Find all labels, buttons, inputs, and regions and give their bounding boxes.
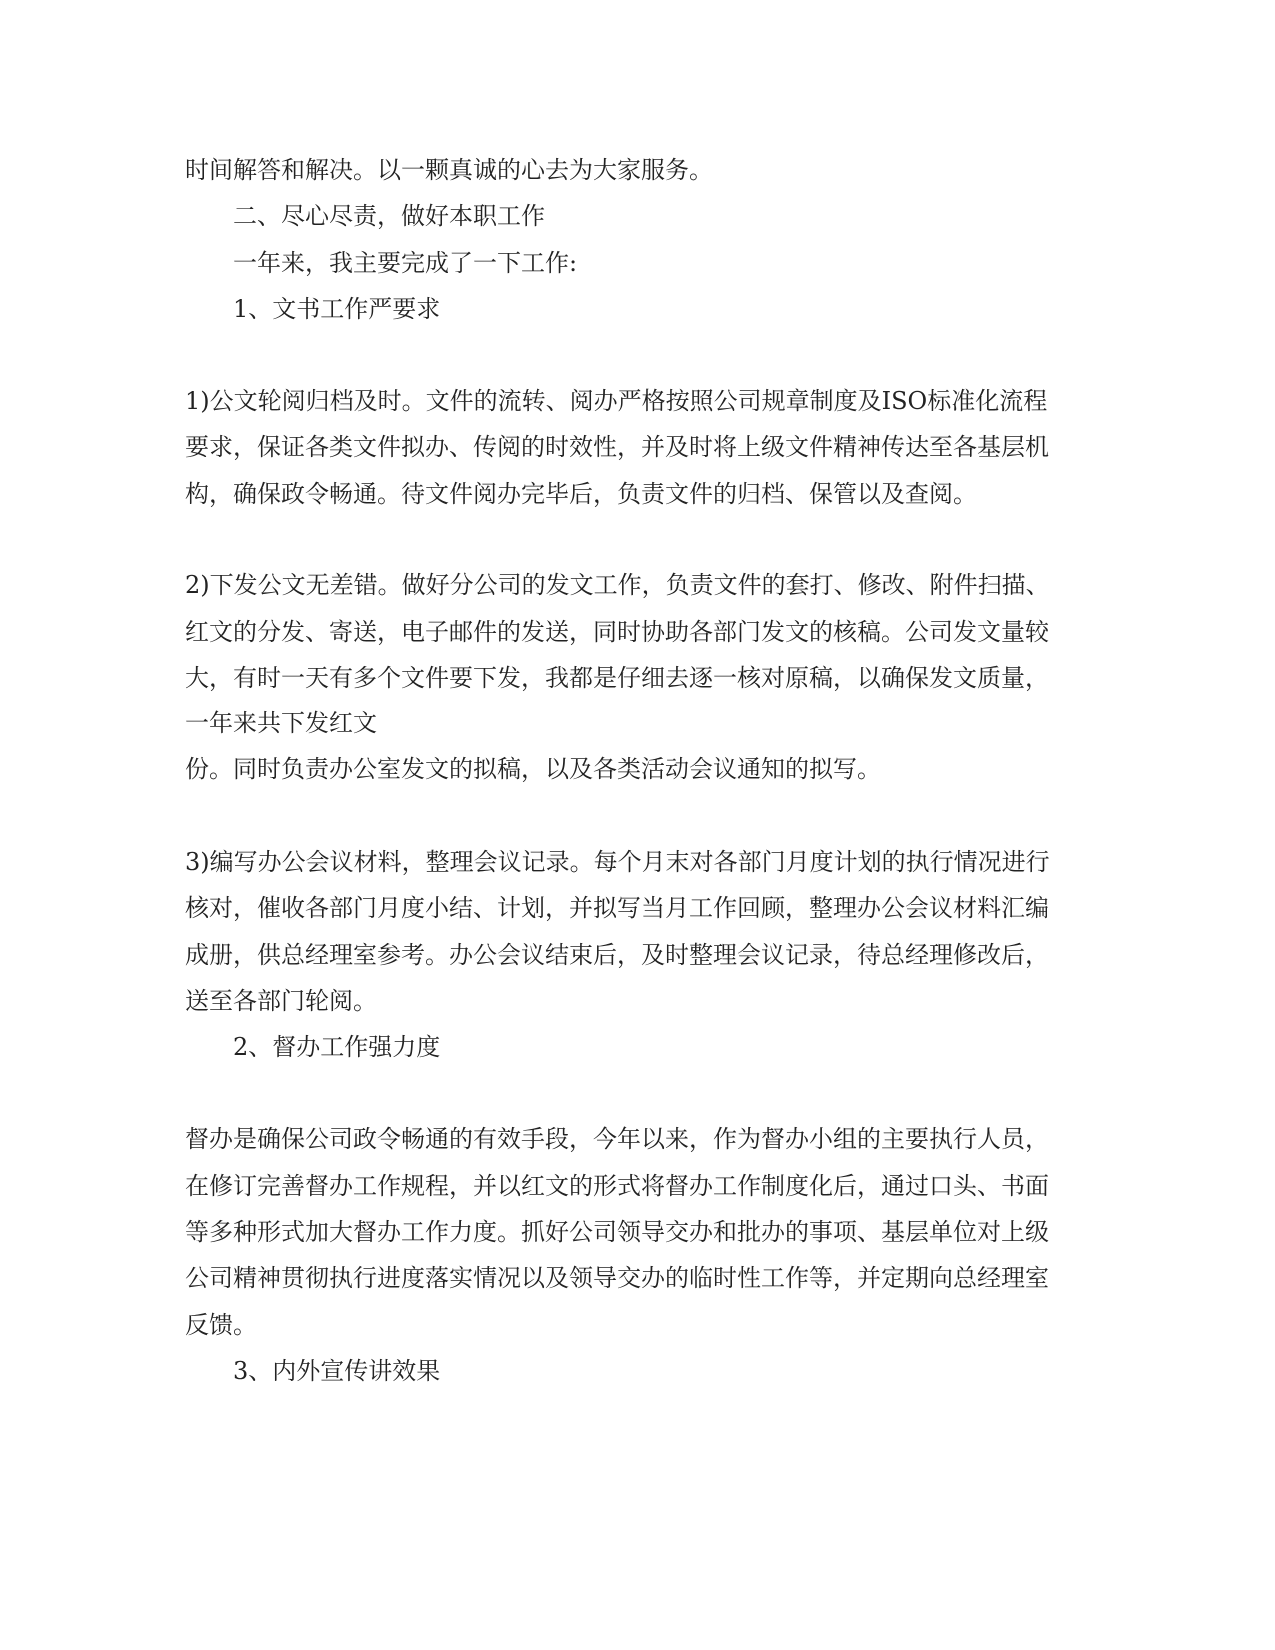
subsection-heading: 1、文书工作严要求 xyxy=(233,295,441,323)
text-line: 红文的分发、寄送，电子邮件的发送，同时协助各部门发文的核稿。公司发文量较 xyxy=(185,618,1049,646)
section-heading: 二、尽心尽责，做好本职工作 xyxy=(233,202,545,230)
text-line: 大，有时一天有多个文件要下发，我都是仔细去逐一核对原稿，以确保发文质量， xyxy=(185,664,1049,692)
text-line: 在修订完善督办工作规程，并以红文的形式将督办工作制度化后，通过口头、书面 xyxy=(185,1172,1049,1200)
text-line: 2)下发公文无差错。做好分公司的发文工作，负责文件的套打、修改、附件扫描、 xyxy=(185,571,1050,599)
text-line: 份。同时负责办公室发文的拟稿，以及各类活动会议通知的拟写。 xyxy=(185,755,881,783)
text-line: 1)公文轮阅归档及时。文件的流转、阅办严格按照公司规章制度及ISO标准化流程 xyxy=(185,387,1048,415)
text-line: 3)编写办公会议材料，整理会议记录。每个月末对各部门月度计划的执行情况进行 xyxy=(185,848,1050,876)
text-line: 等多种形式加大督办工作力度。抓好公司领导交办和批办的事项、基层单位对上级 xyxy=(185,1218,1049,1246)
subsection-heading: 2、督办工作强力度 xyxy=(233,1033,441,1061)
subsection-heading: 3、内外宣传讲效果 xyxy=(233,1357,441,1385)
text-line: 公司精神贯彻执行进度落实情况以及领导交办的临时性工作等，并定期向总经理室 xyxy=(185,1264,1049,1292)
text-line: 送至各部门轮阅。 xyxy=(185,987,377,1015)
text-line: 要求，保证各类文件拟办、传阅的时效性，并及时将上级文件精神传达至各基层机 xyxy=(185,433,1049,461)
text-line: 一年来，我主要完成了一下工作: xyxy=(233,249,578,277)
text-line: 核对，催收各部门月度小结、计划，并拟写当月工作回顾，整理办公会议材料汇编 xyxy=(185,894,1049,922)
text-line: 督办是确保公司政令畅通的有效手段，今年以来，作为督办小组的主要执行人员， xyxy=(185,1125,1049,1153)
text-line: 成册，供总经理室参考。办公会议结束后，及时整理会议记录，待总经理修改后， xyxy=(185,941,1049,969)
text-line: 时间解答和解决。以一颗真诚的心去为大家服务。 xyxy=(185,156,713,184)
text-line: 一年来共下发红文 xyxy=(185,709,377,737)
text-line: 构，确保政令畅通。待文件阅办完毕后，负责文件的归档、保管以及查阅。 xyxy=(185,480,977,508)
text-line: 反馈。 xyxy=(185,1311,257,1339)
